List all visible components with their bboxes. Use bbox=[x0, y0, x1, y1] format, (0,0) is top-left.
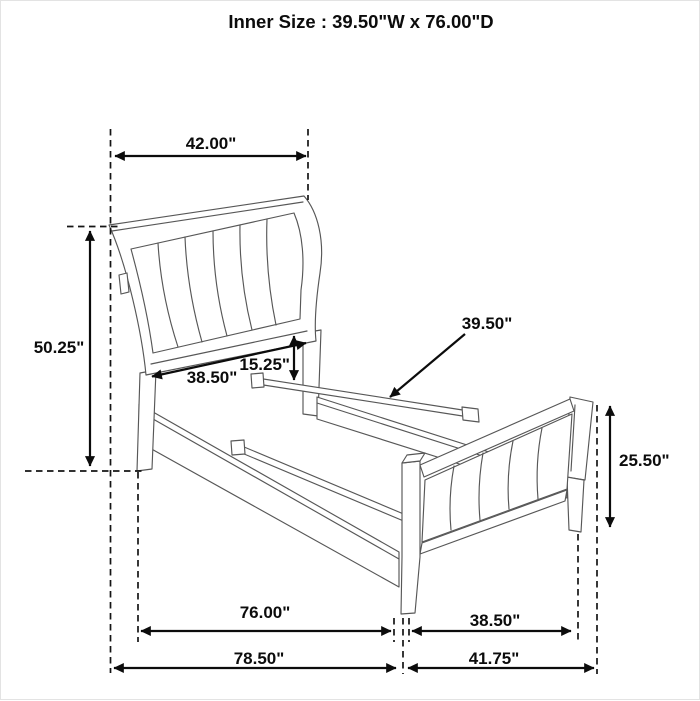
dim-label-headboard-width: 42.00" bbox=[185, 134, 237, 153]
bed-drawing bbox=[109, 196, 593, 614]
headboard-rail-bracket bbox=[119, 273, 129, 294]
dim-label-slat-inner-width: 39.50" bbox=[461, 314, 513, 333]
headboard bbox=[109, 196, 322, 471]
dim-line-slat-inner-width bbox=[390, 334, 465, 397]
dim-label-inner-depth: 76.00" bbox=[239, 603, 291, 622]
footboard-left-post-cap bbox=[402, 453, 425, 463]
slat-end-cap bbox=[251, 373, 264, 388]
dim-label-overall-depth: 78.50" bbox=[233, 649, 285, 668]
slat-end-cap bbox=[231, 440, 245, 455]
dim-label-footboard-overall: 41.75" bbox=[468, 649, 520, 668]
footboard-left-post bbox=[401, 453, 425, 614]
slat-end-cap bbox=[462, 407, 479, 422]
dim-label-headboard-height: 50.25" bbox=[33, 338, 85, 357]
inner-size-title: Inner Size : 39.50"W x 76.00"D bbox=[228, 11, 494, 32]
footboard-panel bbox=[420, 399, 574, 554]
dim-label-headboard-inner-width: 38.50" bbox=[186, 368, 238, 387]
headboard-front-leg bbox=[137, 370, 156, 471]
footboard-right-foot bbox=[567, 477, 584, 532]
dim-label-footboard-inner-width: 38.50" bbox=[469, 611, 521, 630]
dim-label-footboard-height: 25.50" bbox=[619, 451, 670, 470]
dim-label-rail-height: 15.25" bbox=[239, 355, 290, 374]
